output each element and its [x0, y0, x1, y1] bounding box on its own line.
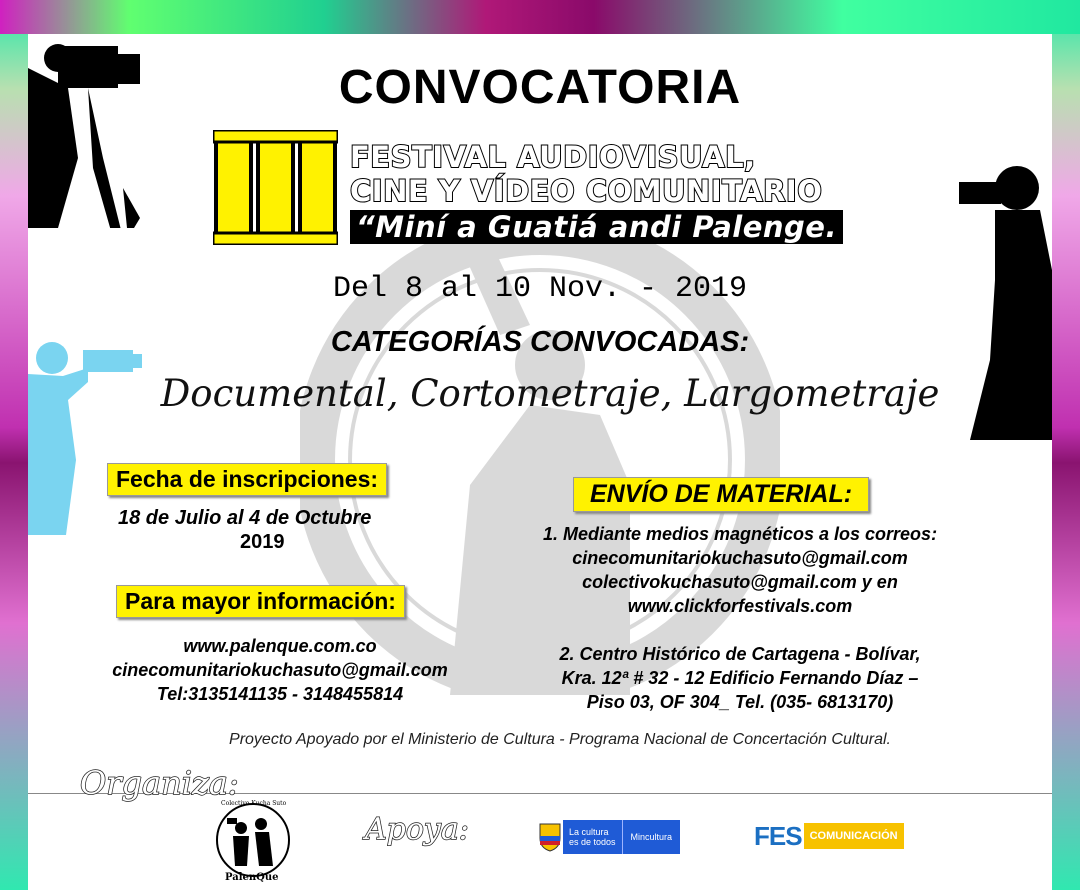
mincultura-logo: [537, 820, 705, 854]
page-title: CONVOCATORIA: [338, 61, 742, 114]
festival-line-2: CINE Y VÍDEO COMUNITARIO: [350, 174, 823, 208]
colombia-shield-icon: [537, 822, 563, 852]
categories-list: Documental, Cortometraje, Largometraje: [160, 372, 940, 415]
mincultura-name: Mincultura: [622, 820, 681, 854]
submission-address-block: [480, 642, 1000, 714]
fes-comunicacion-logo: [752, 822, 904, 850]
top-color-band: [0, 0, 1080, 34]
submission-email2-link[interactable]: colectivokuchasuto@gmail.com y en: [582, 572, 898, 592]
fes-name: FES: [754, 820, 802, 851]
mincultura-slogan: [563, 820, 622, 854]
submission-email1-link[interactable]: cinecomunitariokuchasuto@gmail.com: [572, 548, 908, 568]
info-label: Para mayor información:: [116, 585, 405, 618]
submission-web-link[interactable]: www.clickforfestivals.com: [627, 596, 853, 616]
edition-numeral: [213, 130, 338, 245]
apoya-label: Apoya:: [365, 812, 469, 847]
mincultura-slogan-line1: La cultura: [569, 827, 609, 837]
submission-address-line3: Piso 03, OF 304_ Tel. (035- 6813170): [586, 692, 894, 712]
submission-address-line2: Kra. 12ª # 32 - 12 Edificio Fernando Díaz –: [561, 668, 919, 688]
registration-year: 2019: [240, 531, 285, 553]
submission-item1-title: 1. Mediante medios magnéticos a los correos:: [542, 524, 938, 544]
organiza-label: Organiza:: [80, 764, 239, 802]
submission-label: ENVÍO DE MATERIAL:: [573, 477, 869, 512]
info-email-link[interactable]: cinecomunitariokuchasuto@gmail.com: [112, 660, 448, 680]
kucha-logo-bottom-text: PalenQue: [225, 872, 279, 883]
info-web-link[interactable]: www.palenque.com.co: [183, 636, 377, 656]
registration-label: Fecha de inscripciones:: [107, 463, 387, 496]
categories-heading: CATEGORÍAS CONVOCADAS:: [330, 326, 750, 358]
festival-line-1: FESTIVAL AUDIOVISUAL,: [350, 140, 756, 174]
info-block: [60, 634, 500, 706]
festival-dates: Del 8 al 10 Nov. - 2019: [332, 272, 748, 306]
submission-digital-block: [480, 522, 1000, 618]
cameraman-silhouette-left-blue: [28, 340, 143, 535]
festival-line-3: “Miní a Guatiá andi Palenge.: [350, 210, 843, 244]
registration-range: 18 de Julio al 4 de Octubre: [118, 507, 372, 529]
kucha-suto-logo: [213, 800, 293, 885]
kucha-logo-top-text: Colectivo Kucha Suto: [221, 800, 287, 807]
info-phone: Tel:3135141135 - 3148455814: [156, 684, 404, 704]
fes-sub: COMUNICACIÓN: [804, 823, 904, 849]
submission-address-line1: 2. Centro Histórico de Cartagena - Bolívar,: [559, 644, 921, 664]
mincultura-slogan-line2: es de todos: [569, 837, 616, 847]
support-statement: Proyecto Apoyado por el Ministerio de Cultura - Programa Nacional de Concertación Cultural.: [229, 731, 891, 748]
